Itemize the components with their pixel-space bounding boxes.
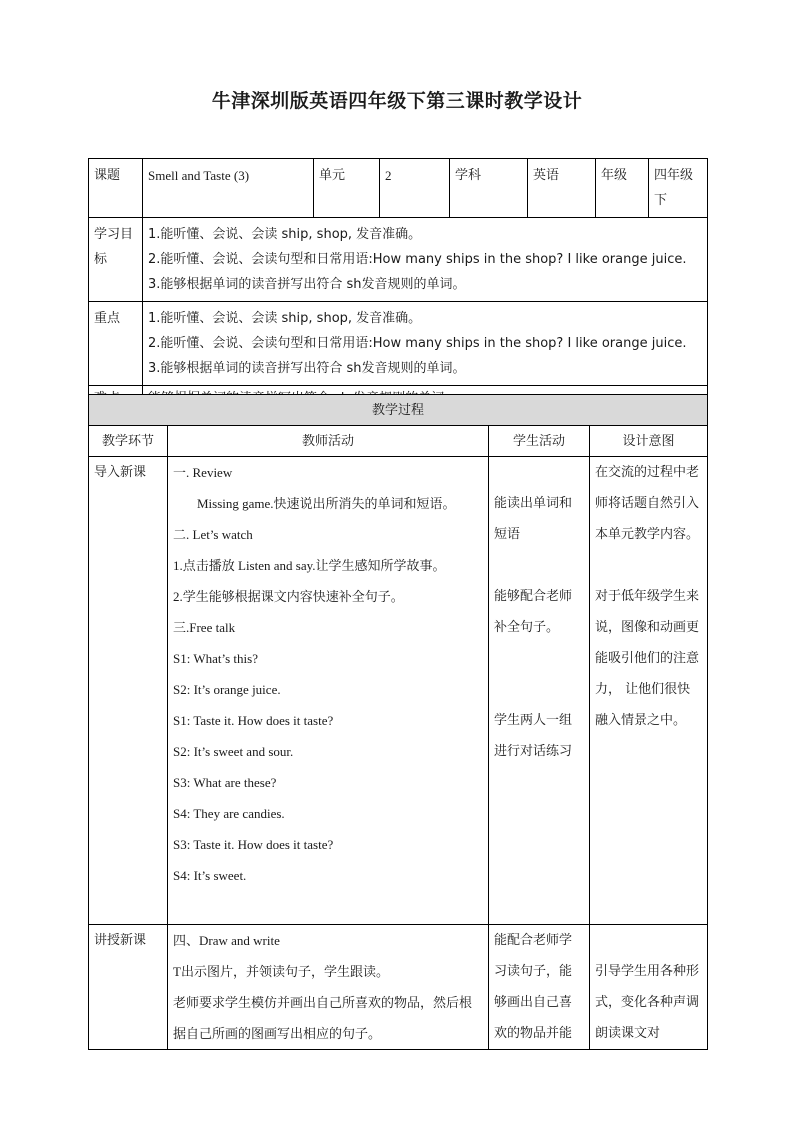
process-table — [88, 394, 708, 1050]
teacher-cell — [168, 457, 489, 925]
unit-label: 单元 — [314, 159, 380, 218]
goals-content — [143, 218, 708, 302]
process-header: 教学过程 — [89, 395, 708, 426]
topic-label: 课题 — [89, 159, 143, 218]
goal-item: 3.能够根据单词的读音拼写出符合 sh发音规则的单词。 — [148, 277, 466, 292]
document-title: 牛津深圳版英语四年级下第三课时教学设计 — [211, 90, 583, 112]
student-item: 能够配合老师补全句子。 — [494, 589, 573, 635]
grade-value: 四年级下 — [649, 159, 708, 218]
goal-item: 1.能听懂、会说、会读 ship, shop, 发音准确。 — [148, 227, 422, 242]
subject-label: 学科 — [450, 159, 528, 218]
student-item: 能读出单词和短语 — [494, 496, 573, 542]
intent-cell — [590, 925, 708, 1050]
topic-value: Smell and Taste (3) — [143, 159, 314, 218]
intent-cell — [590, 457, 708, 925]
teacher-line: S2: It’s sweet and sour. — [173, 744, 294, 759]
teacher-cell — [168, 925, 489, 1050]
process-row — [89, 925, 708, 1050]
teacher-line: Missing game.快速说出所消失的单词和短语。 — [197, 496, 456, 511]
teacher-line: S1: What’s this? — [173, 651, 258, 666]
teacher-line: 一. Review — [173, 465, 233, 480]
intent-item: 对于低年级学生来说，图像和动画更能吸引他们的注意力， 让他们很快融入情景之中。 — [595, 589, 700, 728]
intent-item: 引导学生用各种形式，变化各种声调朗读课文对 — [595, 964, 700, 1041]
keypoints-row — [89, 302, 708, 386]
unit-value: 2 — [380, 159, 450, 218]
student-item: 学生两人一组进行对话练习 — [494, 713, 573, 759]
goal-item: 2.能听懂、会说、会读句型和日常用语:How many ships in the shop? I like orange juice. — [148, 252, 687, 267]
keypoint-item: 1.能听懂、会说、会读 ship, shop, 发音准确。 — [148, 311, 422, 326]
teacher-line: S4: They are candies. — [173, 806, 285, 821]
goals-label: 学习目标 — [89, 218, 143, 302]
teacher-line: S4: It’s sweet. — [173, 868, 247, 883]
teacher-line: T出示图片，并领读句子，学生跟读。 — [173, 964, 389, 979]
teacher-line: 二. Let’s watch — [173, 527, 253, 542]
col-teacher-header: 教师活动 — [168, 426, 489, 457]
keypoint-item: 3.能够根据单词的读音拼写出符合 sh发音规则的单词。 — [148, 361, 466, 376]
student-cell — [489, 457, 590, 925]
keypoint-item: 2.能听懂、会说、会读句型和日常用语:How many ships in the shop? I like orange juice. — [148, 336, 687, 351]
student-cell — [489, 925, 590, 1050]
teacher-line: 2.学生能够根据课文内容快速补全句子。 — [173, 589, 404, 604]
step-cell: 讲授新课 — [89, 925, 168, 1050]
teacher-line: S1: Taste it. How does it taste? — [173, 713, 334, 728]
teacher-line: S3: Taste it. How does it taste? — [173, 837, 334, 852]
goals-row — [89, 218, 708, 302]
process-row — [89, 457, 708, 925]
step-cell: 导入新课 — [89, 457, 168, 925]
col-intent-header: 设计意图 — [590, 426, 708, 457]
column-header-row — [89, 426, 708, 457]
keypoints-label: 重点 — [89, 302, 143, 386]
teacher-line: 四、Draw and write — [173, 933, 280, 948]
col-student-header: 学生活动 — [489, 426, 590, 457]
grade-label: 年级 — [596, 159, 649, 218]
teacher-line: 三.Free talk — [173, 620, 236, 635]
teacher-line: 老师要求学生模仿并画出自己所喜欢的物品，然后根据自己所画的图画写出相应的句子。 — [173, 995, 473, 1041]
intent-item: 在交流的过程中老师将话题自然引入本单元教学内容。 — [595, 465, 700, 542]
col-step-header: 教学环节 — [89, 426, 168, 457]
subject-value: 英语 — [528, 159, 596, 218]
teacher-line: S3: What are these? — [173, 775, 277, 790]
student-item: 能配合老师学习读句子，能够画出自己喜欢的物品并能 — [494, 933, 573, 1041]
keypoints-content — [143, 302, 708, 386]
info-table — [88, 158, 708, 414]
info-row — [89, 159, 708, 218]
teacher-line: S2: It’s orange juice. — [173, 682, 281, 697]
process-header-row — [89, 395, 708, 426]
teacher-line: 1.点击播放 Listen and say.让学生感知所学故事。 — [173, 558, 446, 573]
